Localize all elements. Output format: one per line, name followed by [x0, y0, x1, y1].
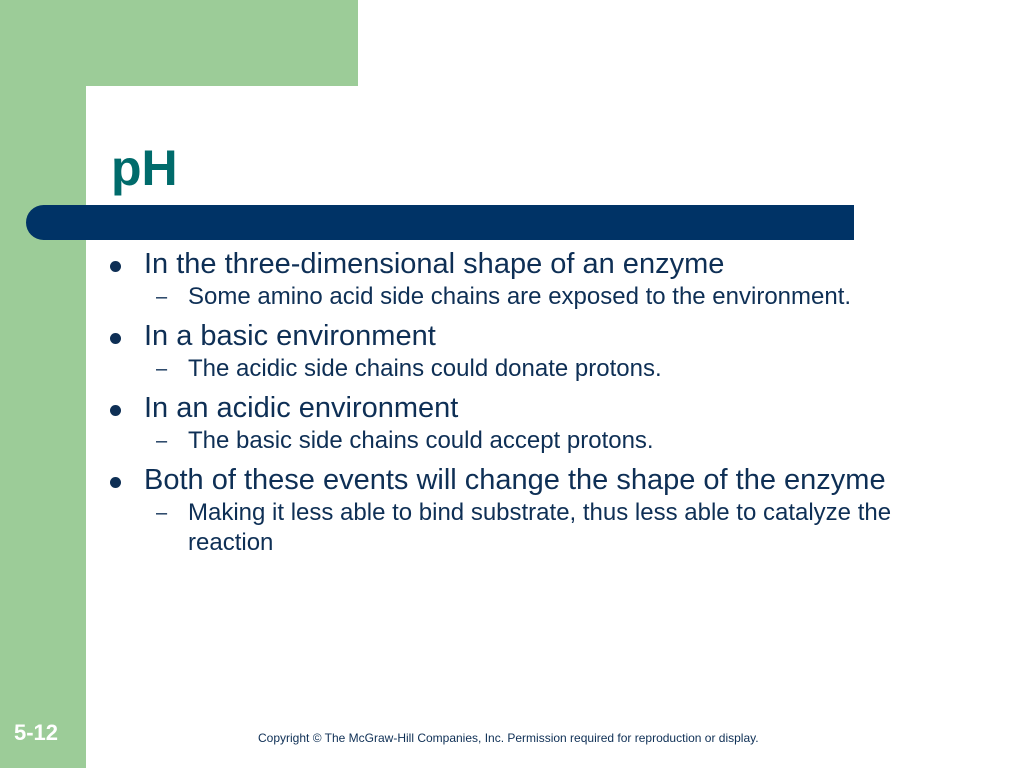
sub-bullet-item	[100, 282, 940, 312]
slide-number: 5-12	[14, 720, 59, 745]
bullet-text: In a basic environment	[144, 320, 436, 352]
copyright-notice: Copyright © The McGraw-Hill Companies, Inc. Permission required for reproduction or display.	[258, 731, 759, 745]
bullet-text: Both of these events will change the shape of the enzyme	[144, 464, 886, 496]
bullet-item	[100, 320, 940, 352]
sub-bullet-item	[100, 354, 940, 384]
bullet-dot-icon	[110, 405, 121, 416]
bullet-item	[100, 392, 940, 424]
dash-icon: –	[156, 286, 168, 308]
bullet-dot-icon	[110, 261, 121, 272]
bullet-text: In the three-dimensional shape of an enzyme	[144, 248, 725, 280]
sub-bullet-text: Some amino acid side chains are exposed to the environment.	[188, 283, 852, 310]
sub-bullet-item	[100, 426, 940, 456]
bullet-text: In an acidic environment	[144, 392, 459, 424]
title-underline-bar	[26, 205, 854, 240]
sub-bullet-item	[100, 498, 940, 558]
bullet-dot-icon	[110, 477, 121, 488]
bullet-dot-icon	[110, 333, 121, 344]
slide-content	[100, 244, 940, 566]
bullet-item	[100, 248, 940, 280]
green-left-frame	[0, 0, 86, 768]
slide-title: pH	[111, 140, 178, 196]
sub-bullet-text: The basic side chains could accept protons.	[188, 427, 654, 454]
dash-icon: –	[156, 502, 168, 524]
sub-bullet-text: Making it less able to bind substrate, thus less able to catalyze the reaction	[188, 499, 892, 556]
green-top-frame	[0, 0, 358, 86]
dash-icon: –	[156, 358, 168, 380]
sub-bullet-text: The acidic side chains could donate protons.	[188, 355, 662, 382]
bullet-item	[100, 464, 940, 496]
dash-icon: –	[156, 430, 168, 452]
